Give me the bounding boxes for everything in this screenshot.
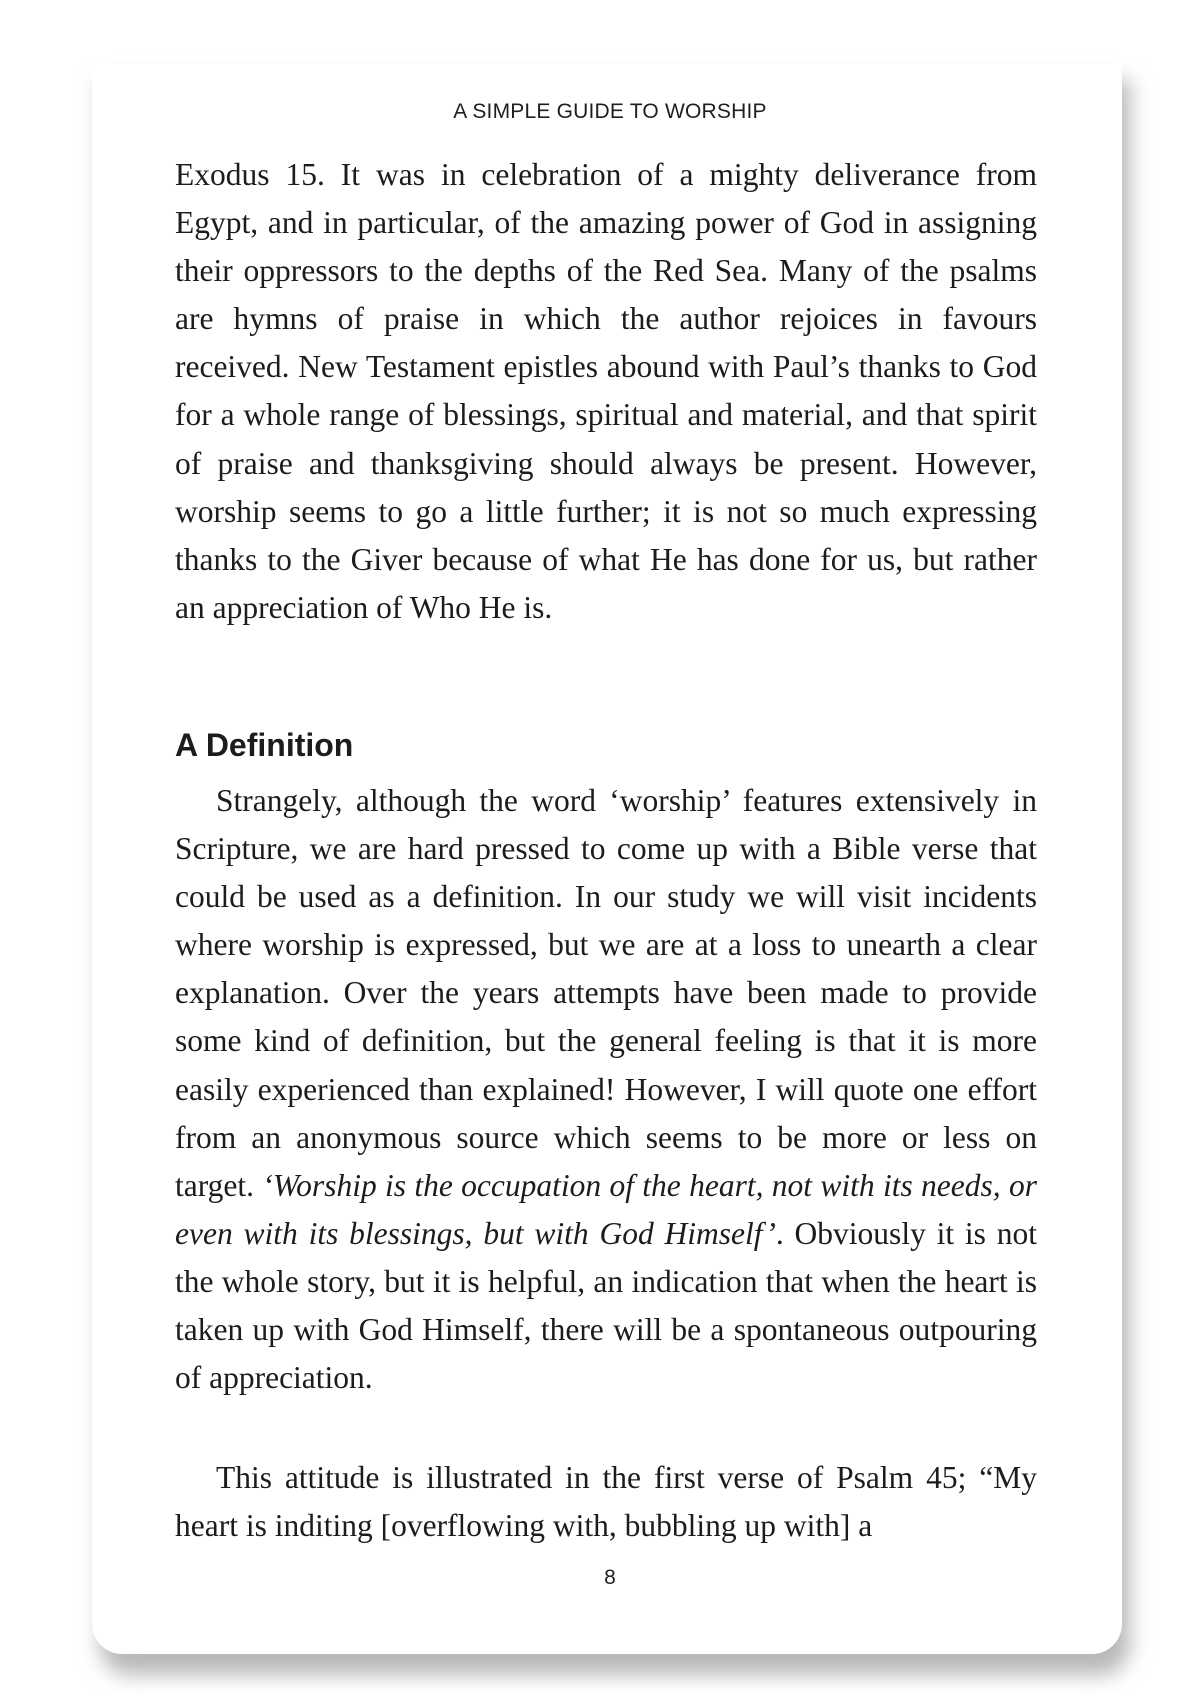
page-number: 8 <box>604 1566 616 1589</box>
definition-quote: ‘Worship is the occupation of the heart, not with its needs, or even with its blessings, but with God Himself’ <box>175 1167 1037 1251</box>
psalm-paragraph: This attitude is illustrated in the first verse of Psalm 45; “My heart is inditing [overflowing with, bubbling up with] a <box>175 1460 1037 1544</box>
section-heading: A Definition <box>175 727 354 763</box>
definition-text-before-quote: Strangely, although the word ‘worship’ features extensively in Scripture, we are hard pressed to come up with a Bible verse that could be used as a definition. In our study we will visit incidents where worship is expressed, but we are at a loss to unearth a clear explanation. Over the years attempts have been made to provide some kind of definition, but the general feeling is that it is more easily experienced than explained! However, I will quote one effort from an anonymous source which seems to be more or less on target. <box>175 783 1037 1203</box>
running-head: A SIMPLE GUIDE TO WORSHIP <box>453 100 767 123</box>
definition-paragraph-block <box>175 777 1037 1402</box>
definition-paragraph <box>175 777 1037 1402</box>
intro-paragraph: Exodus 15. It was in celebration of a mighty deliverance from Egypt, and in particular, of the amazing power of God in assigning their oppressors to the depths of the Red Sea. Many of the psalms are hymns of praise in which the author rejoices in favours received. New Testament epistles abound with Paul’s thanks to God for a whole range of blessings, spiritual and material, and that spirit of praise and thanksgiving should always be present. However, worship seems to go a little further; it is not so much expressing thanks to the Giver because of what He has done for us, but rather an appreciation of Who He is. <box>175 157 1037 625</box>
definition-text-after-quote: . Obviously it is not the whole story, but it is helpful, an indication that when the heart is taken up with God Himself, there will be a spontaneous outpouring of appreciation. <box>175 1215 1037 1396</box>
intro-paragraph-block <box>175 151 1037 632</box>
psalm-paragraph-block <box>175 1454 1037 1550</box>
